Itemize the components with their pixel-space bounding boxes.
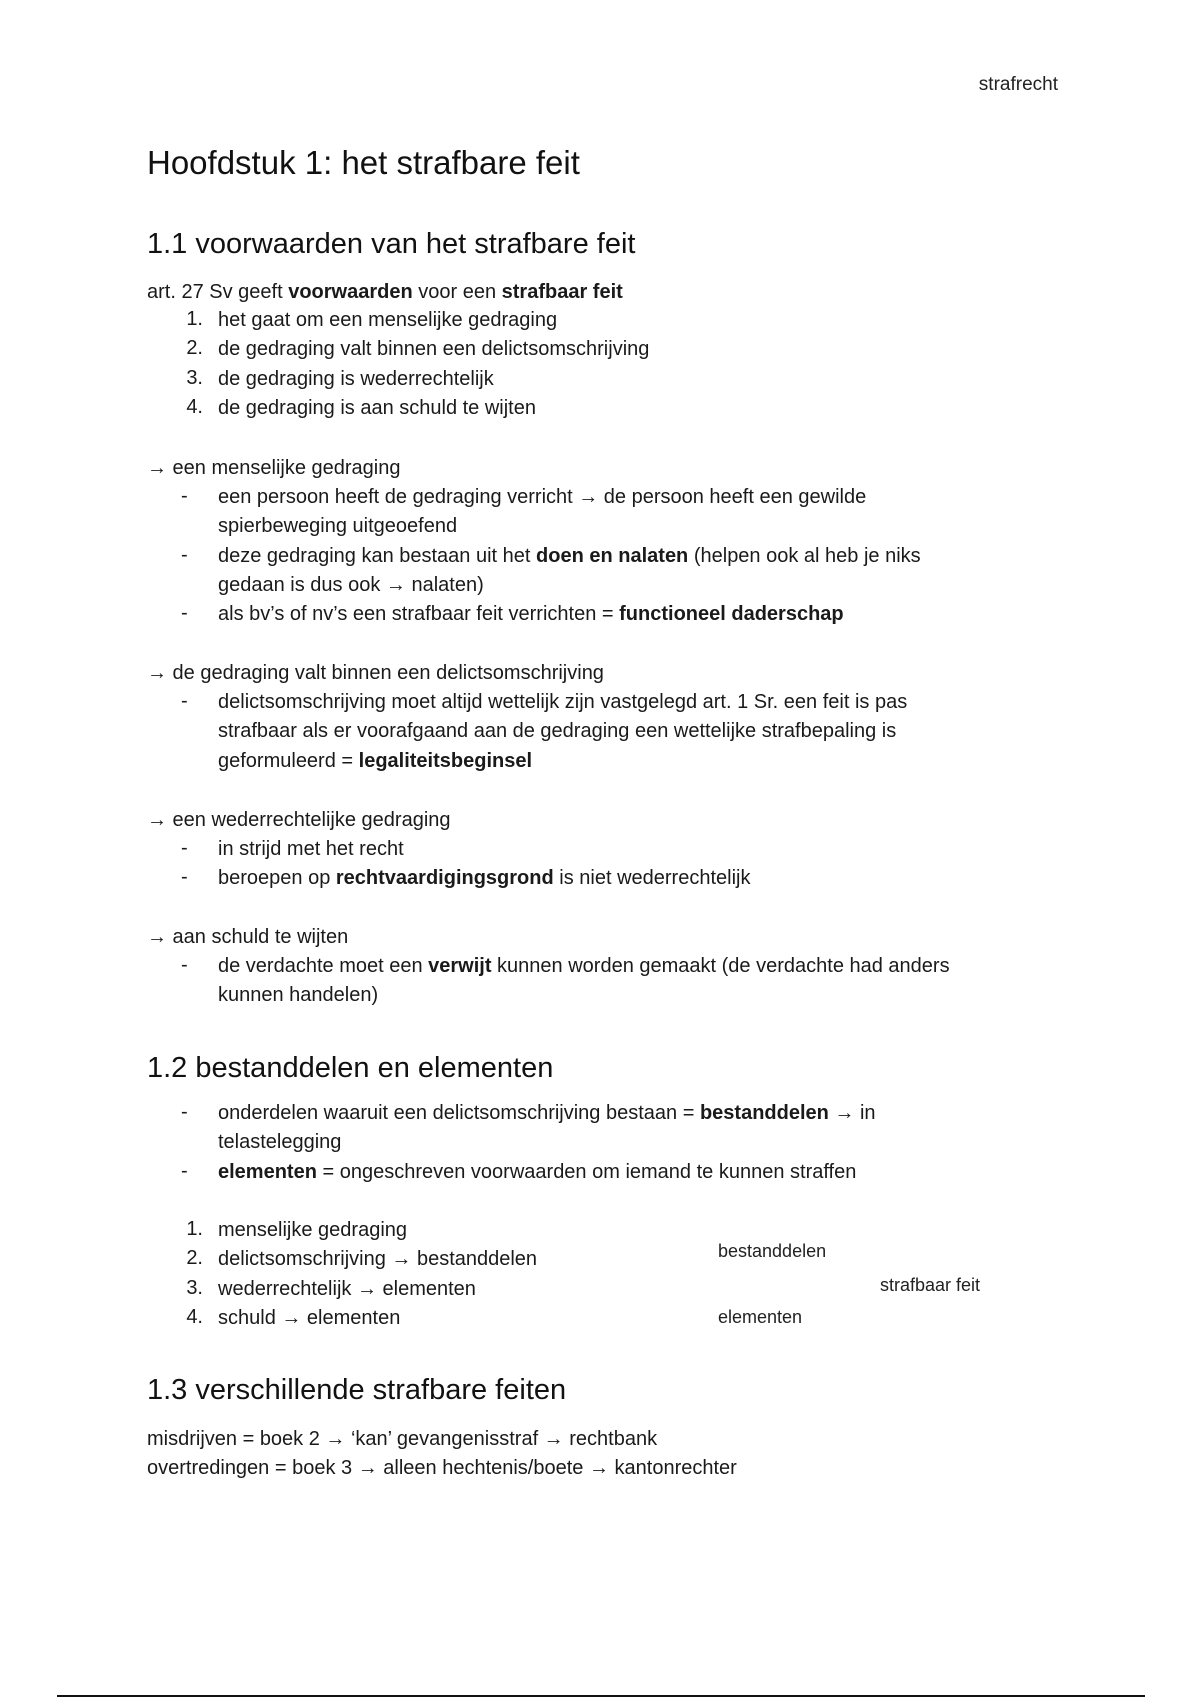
bullet-text: strafbaar als er voorafgaand aan de gedraging een wettelijke strafbepaling is: [218, 720, 897, 742]
bullet-text: spierbeweging uitgeoefend: [218, 515, 458, 537]
chapter-title: Hoofdstuk 1: het strafbare feit: [147, 144, 580, 181]
diagram-label-bestanddelen: bestanddelen: [718, 1241, 827, 1261]
block-delictsomschrijving-heading: → de gedraging valt binnen een delictsomschrijving: [147, 662, 604, 684]
bullet-text: elementen = ongeschreven voorwaarden om iemand te kunnen straffen: [218, 1161, 857, 1183]
diagram-label-elementen: elementen: [718, 1307, 803, 1327]
list-item: de gedraging is aan schuld te wijten: [218, 397, 536, 419]
list-item: menselijke gedraging: [218, 1219, 408, 1241]
list-item: de gedraging valt binnen een delictsomschrijving: [218, 338, 650, 360]
page-bottom-rule: [57, 1695, 1145, 1697]
bullet-dash: -: [181, 485, 188, 507]
section-1-1-heading: 1.1 voorwaarden van het strafbare feit: [147, 228, 636, 260]
bullet-text: kunnen handelen): [218, 984, 379, 1006]
bullet-text: beroepen op rechtvaardigingsgrond is niet wederrechtelijk: [218, 867, 751, 889]
block-wederrechtelijk-heading: → een wederrechtelijke gedraging: [147, 809, 451, 831]
diagram-label-strafbaar-feit: strafbaar feit: [880, 1275, 981, 1295]
list-item: het gaat om een menselijke gedraging: [218, 309, 558, 331]
section-1-3-heading: 1.3 verschillende strafbare feiten: [147, 1374, 567, 1406]
list-number: 3.: [186, 1277, 203, 1299]
list-number: 4.: [186, 396, 203, 418]
bullet-text: telastelegging: [218, 1131, 342, 1153]
bullet-dash: -: [181, 690, 188, 712]
bullet-text: gedaan is dus ook → nalaten): [218, 574, 484, 596]
list-number: 4.: [186, 1306, 203, 1328]
list-number: 2.: [186, 1247, 203, 1269]
list-item: wederrechtelijk → elementen: [218, 1278, 476, 1300]
bullet-dash: -: [181, 1101, 188, 1123]
section-1-2-heading: 1.2 bestanddelen en elementen: [147, 1052, 554, 1084]
bullet-dash: -: [181, 837, 188, 859]
bullet-dash: -: [181, 602, 188, 624]
bullet-text: een persoon heeft de gedraging verricht → de persoon heeft een gewilde: [218, 486, 867, 508]
list-number: 2.: [186, 337, 203, 359]
bullet-text: delictsomschrijving moet altijd wettelijk zijn vastgelegd art. 1 Sr. een feit is pas: [218, 691, 908, 713]
bullet-text: als bv’s of nv’s een strafbaar feit verrichten = functioneel daderschap: [218, 603, 844, 625]
section-1-1-intro: art. 27 Sv geeft voorwaarden voor een strafbaar feit: [147, 281, 623, 303]
bullet-text: in strijd met het recht: [218, 838, 404, 860]
list-number: 3.: [186, 367, 203, 389]
bullet-text: de verdachte moet een verwijt kunnen worden gemaakt (de verdachte had anders: [218, 955, 950, 977]
list-number: 1.: [186, 1218, 203, 1240]
bullet-text: onderdelen waaruit een delictsomschrijving bestaan = bestanddelen → in: [218, 1102, 876, 1124]
bullet-text: deze gedraging kan bestaan uit het doen en nalaten (helpen ook al heb je niks: [218, 545, 921, 567]
list-item: delictsomschrijving → bestanddelen: [218, 1248, 538, 1270]
bullet-dash: -: [181, 1160, 188, 1182]
bullet-dash: -: [181, 866, 188, 888]
bullet-dash: -: [181, 954, 188, 976]
block-menselijke-gedraging-heading: → een menselijke gedraging: [147, 457, 401, 479]
text-line: overtredingen = boek 3 → alleen hechtenis/boete → kantonrechter: [147, 1457, 737, 1479]
list-item: schuld → elementen: [218, 1307, 401, 1329]
text-line: misdrijven = boek 2 → ‘kan’ gevangenisstraf → rechtbank: [147, 1428, 658, 1450]
header-subject: strafrecht: [978, 74, 1058, 95]
list-item: de gedraging is wederrechtelijk: [218, 368, 494, 390]
block-schuld-heading: → aan schuld te wijten: [147, 926, 349, 948]
list-number: 1.: [186, 308, 203, 330]
bullet-dash: -: [181, 544, 188, 566]
bullet-text: geformuleerd = legaliteitsbeginsel: [218, 750, 533, 772]
